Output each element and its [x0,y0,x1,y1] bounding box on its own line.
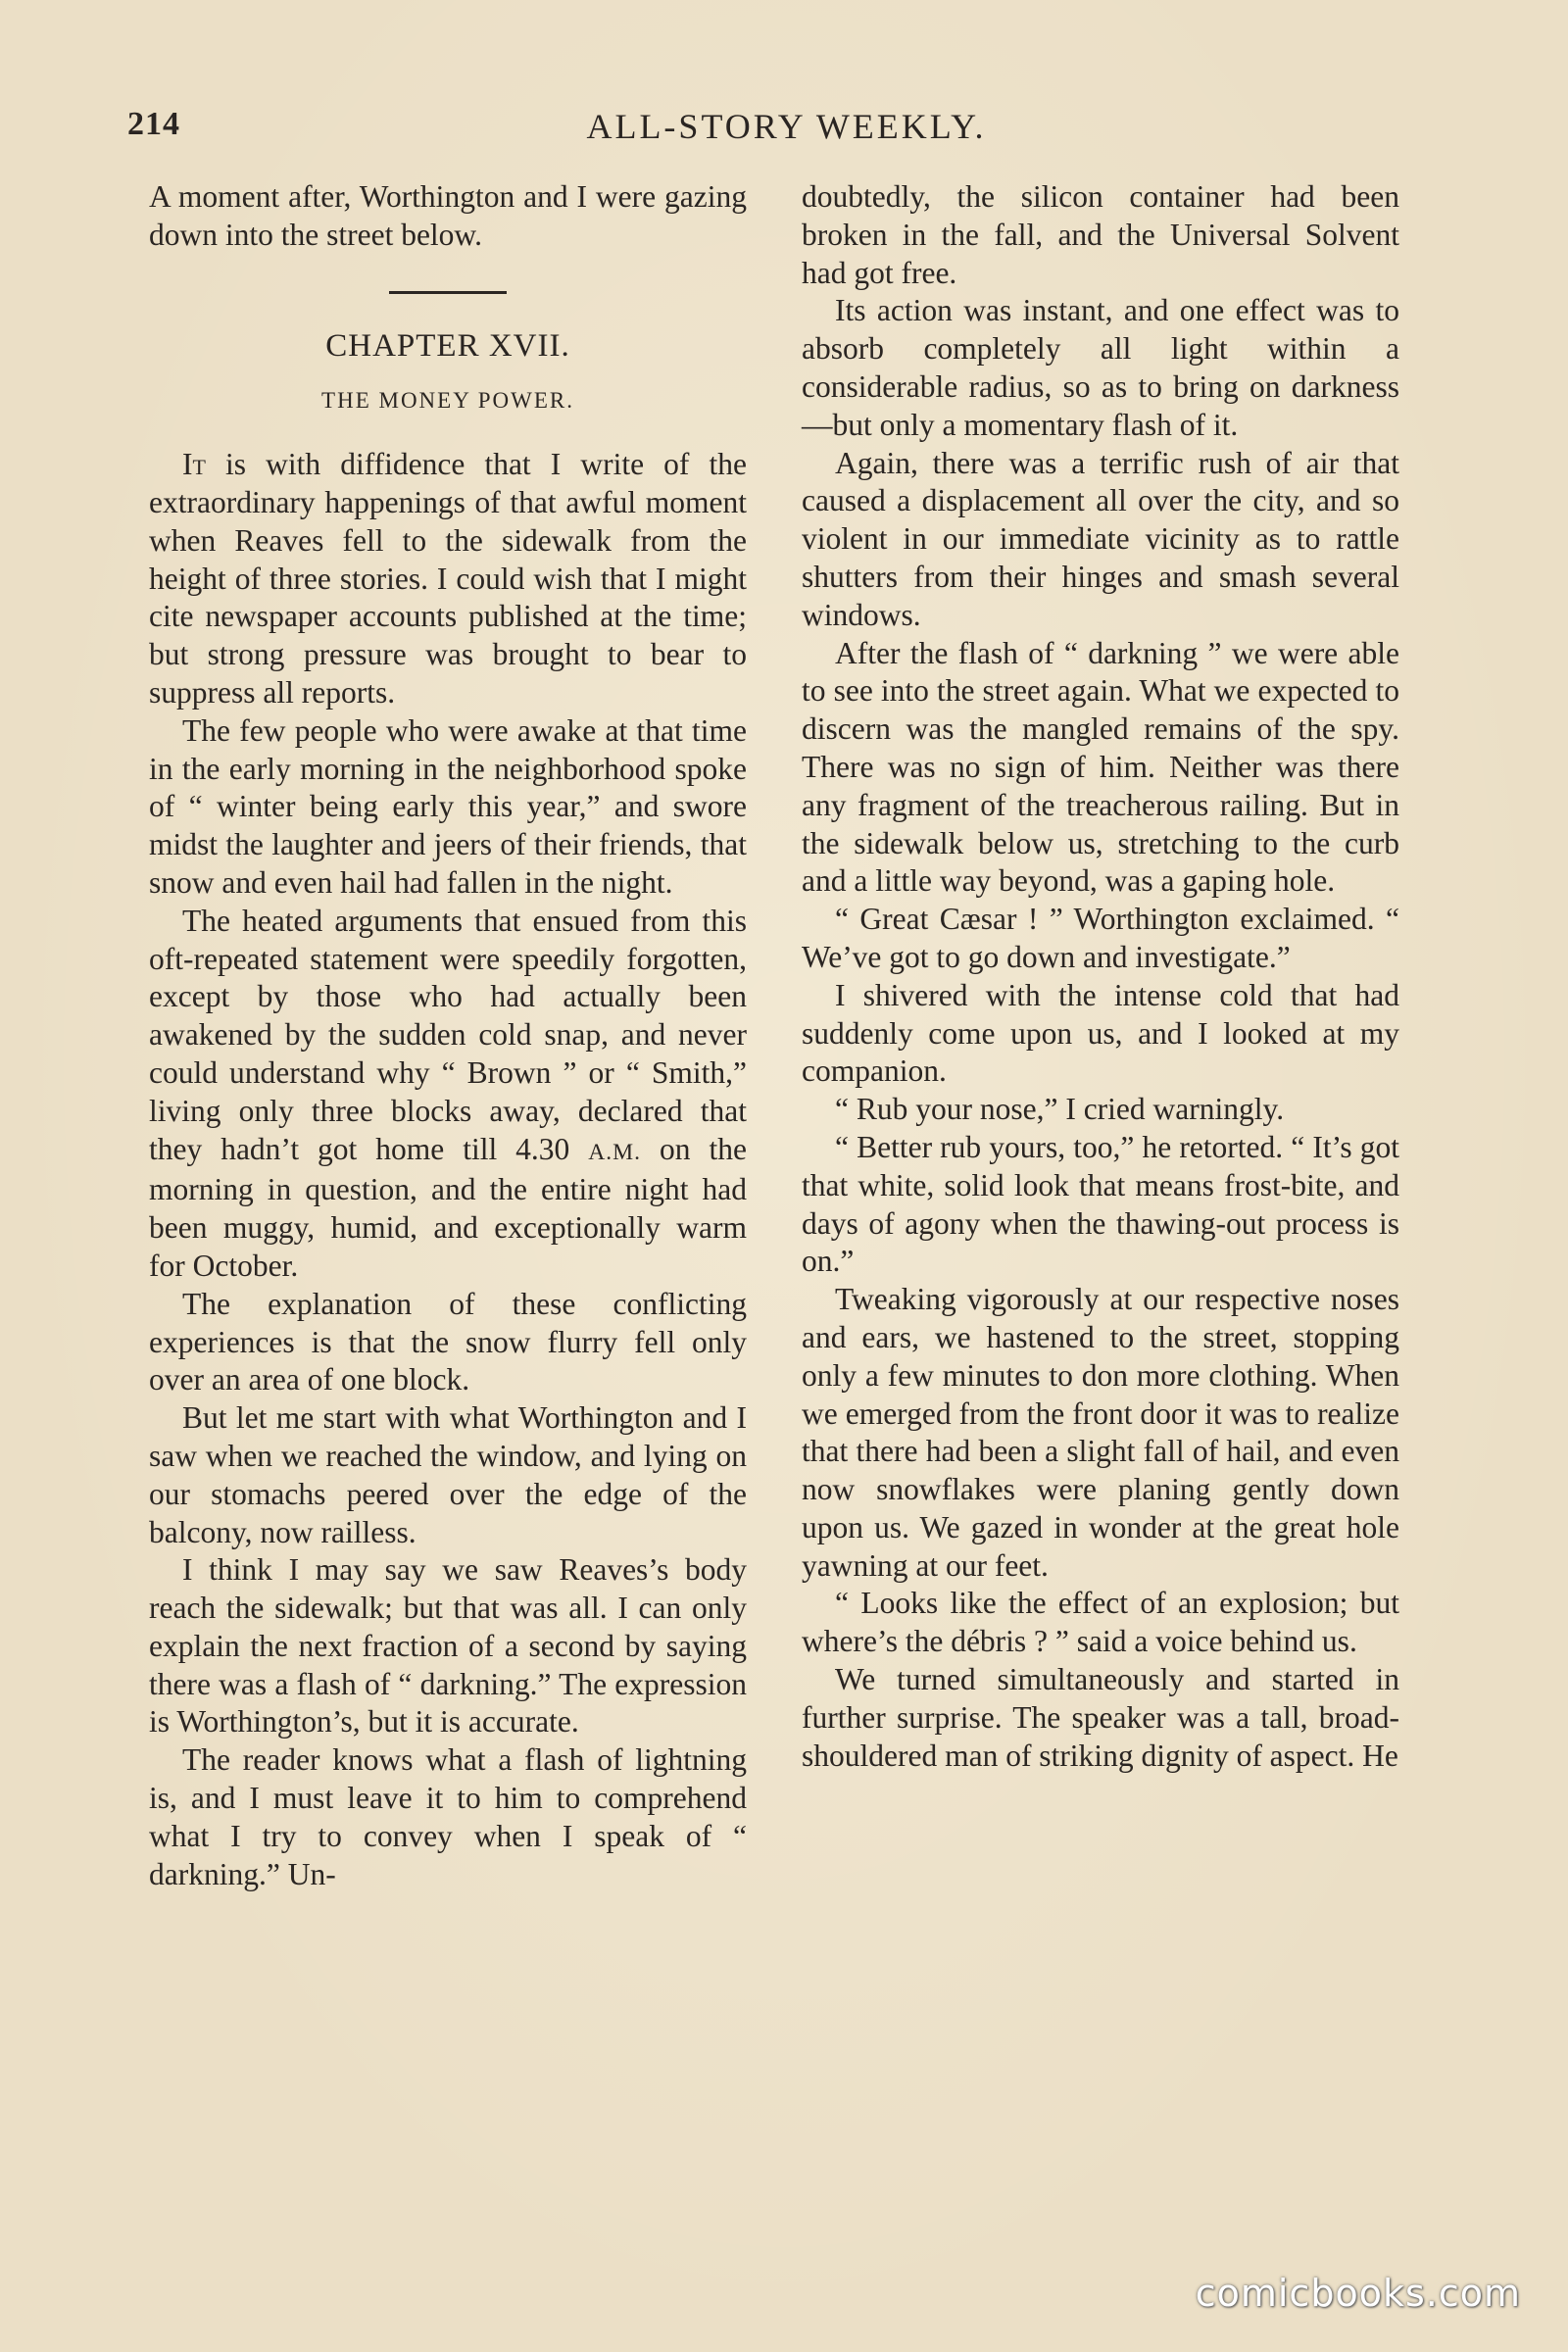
running-title: ALL-STORY WEEKLY. [586,107,987,146]
paragraph-text: The heated arguments that ensued from this oft-repeated statement were speedily forgotten, except by those who had actually been awakened by the sudden cold snap, and never could understand why “ Brown ” or “ Smith,” living only three blocks away, declared that they hadn’t got home till 4.30 [149,903,747,1166]
paragraph: Its action was instant, and one effect was to absorb completely all light within a considerable radius, so as to bring on darkness—but only a momentary flash of it. [802,293,1399,442]
paragraph [149,903,747,1286]
page-header [127,106,1446,155]
paragraph: “ Great Cæsar ! ” Worthington exclaimed. “ We’ve got to go down and investigate.” [802,902,1399,974]
paragraph: Tweaking vigorously at our respective noses and ears, we hastened to the street, stopping only a few minutes to don more clothing. When we emerged from the front door it was to realize that there had been a slight fall of hail, and even now snowflakes were planing gently down upon us. We gazed in wonder at the great hole yawning at our feet. [802,1282,1399,1583]
paragraph [149,446,747,712]
paragraph: I shivered with the intense cold that had suddenly come upon us, and I looked at my companion. [802,977,1399,1089]
opening-paragraph: A moment after, Worthington and I were gazing down into the street below. [149,179,747,252]
paragraph: We turned simultaneously and started in further surprise. The speaker was a tall, broad-shouldered man of striking dignity of aspect. He [802,1662,1399,1773]
drop-cap: It [182,447,206,482]
paragraph: I think I may say we saw Reaves’s body reach the sidewalk; but that was all. I can only explain the next fraction of a second by saying there was a flash of “ darkning.” The expression is Worthington’s, but it is accurate. [149,1552,747,1740]
paragraph-text: on the morning in question, and the entire night had been muggy, humid, and exceptionally warm for October. [149,1131,747,1283]
paragraph: Again, there was a terrific rush of air that caused a displacement all over the city, and so violent in our immediate vicinity as to rattle shutters from their hinges and smash several windows. [802,445,1399,632]
time-abbreviation: A.M. [588,1139,642,1165]
chapter-subtitle: THE MONEY POWER. [321,388,574,414]
right-column [802,178,1399,1775]
section-divider [389,291,507,294]
paragraph: The explanation of these conflicting experiences is that the snow flurry fell only over an area of one block. [149,1286,747,1397]
paragraph-text: is with diffidence that I write of the extraordinary happenings of that awful moment when Reaves fell to the sidewalk from the height of three stories. I could wish that I might cite newspaper accounts published at the time; but strong pressure was brought to bear to suppress all reports. [149,447,747,710]
paragraph: doubtedly, the silicon container had been broken in the fall, and the Universal Solvent had got free. [802,179,1399,290]
chapter-title: CHAPTER XVII. [325,327,570,364]
left-column [149,178,747,1893]
page-number: 214 [127,106,180,142]
paragraph: “ Rub your nose,” I cried warningly. [835,1092,1285,1127]
paragraph: After the flash of “ darkning ” we were able to see into the street again. What we expected to discern was the mangled remains of the spy. There was no sign of him. Neither was there any fragment of the treacherous railing. But in the sidewalk below us, stretching to the curb and a little way beyond, was a gaping hole. [802,635,1399,899]
watermark: comicbooks.com [1195,2272,1521,2315]
paragraph: “ Better rub yours, too,” he retorted. “ It’s got that white, solid look that means frost-bite, and days of agony when the thawing-out process is on.” [802,1129,1399,1279]
paragraph: The reader knows what a flash of lightning is, and I must leave it to him to comprehend what I try to convey when I speak of “ darkning.” Un- [149,1742,747,1891]
paragraph: The few people who were awake at that time in the early morning in the neighborhood spoke of “ winter being early this year,” and swore midst the laughter and jeers of their friends, that snow and even hail had fallen in the night. [149,712,747,900]
paragraph: But let me start with what Worthington and I saw when we reached the window, and lying on our stomachs peered over the edge of the balcony, now railless. [149,1400,747,1549]
paragraph: “ Looks like the effect of an explosion; but where’s the débris ? ” said a voice behind us. [802,1586,1399,1659]
